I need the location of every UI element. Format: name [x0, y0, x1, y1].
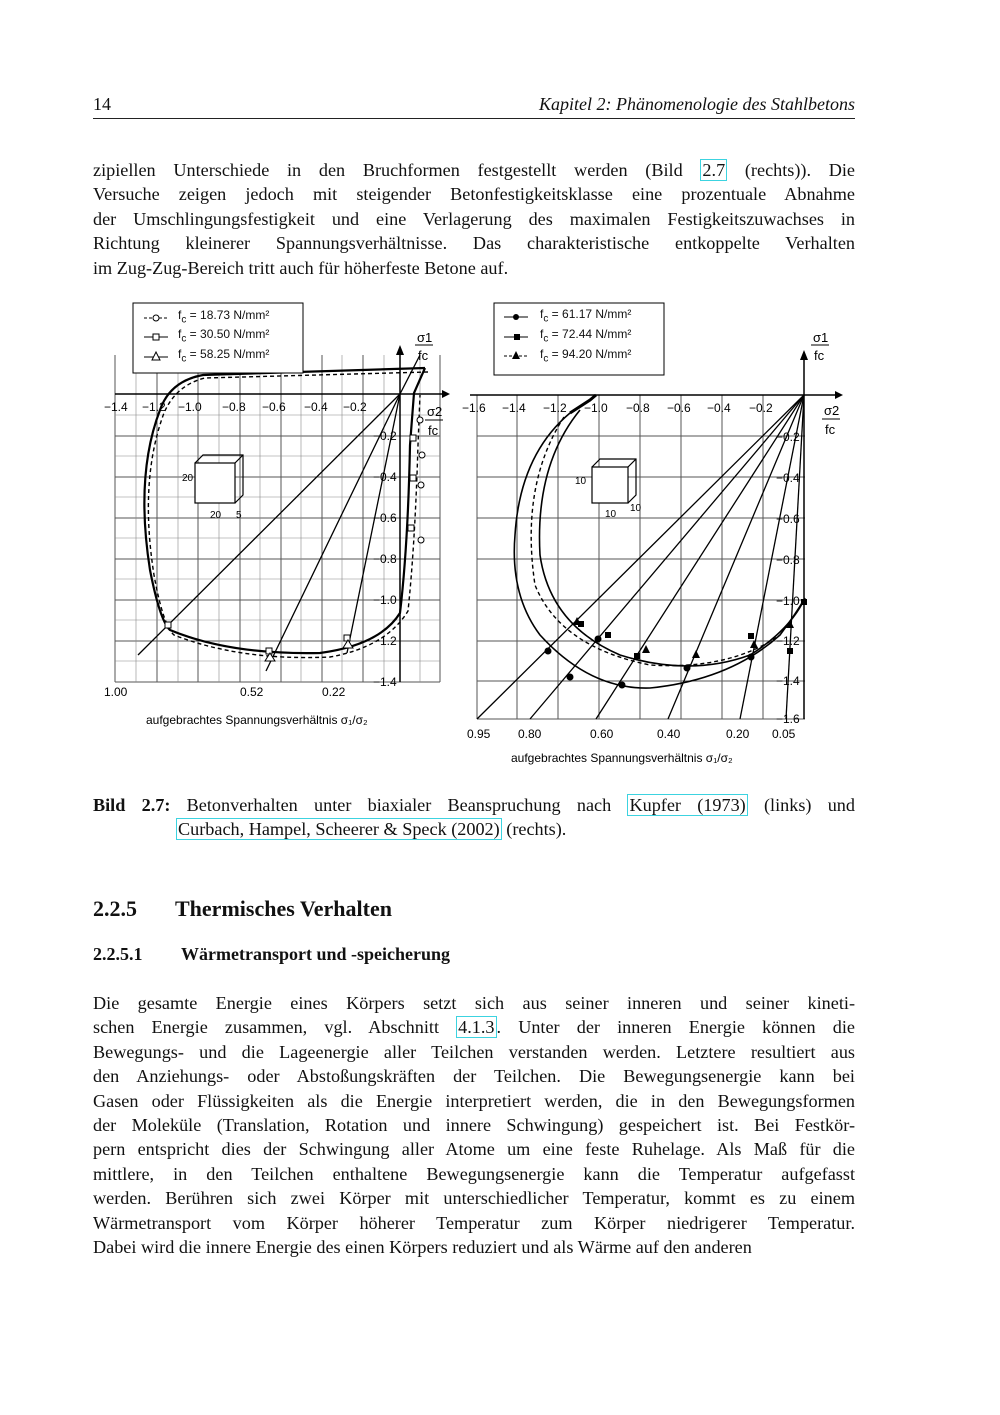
svg-text:−1.6: −1.6 [462, 401, 486, 415]
svg-text:−0.2: −0.2 [343, 400, 367, 414]
right-y-ticks [776, 430, 800, 726]
svg-text:σ2: σ2 [824, 403, 840, 418]
svg-text:−1.2: −1.2 [776, 634, 800, 648]
text-line: Bewegungs- und die Lageenergie aller Teilchen verstanden werden. Letztere resultiert aus [93, 1041, 855, 1062]
left-cube-dim-3: 5 [236, 510, 242, 521]
right-ratio-labels [467, 727, 796, 741]
svg-text:0.20: 0.20 [726, 727, 750, 741]
left-x-ticks [104, 400, 367, 414]
figure-ref-link[interactable]: 2.7 [702, 160, 726, 180]
svg-text:−1.0: −1.0 [178, 400, 202, 414]
text-line: schen Energie zusammen, vgl. Abschnitt 4.1.3 . Unter der inneren Energie können die [93, 1017, 856, 1038]
svg-text:−0.8: −0.8 [626, 401, 650, 415]
left-ratio-labels [104, 685, 346, 699]
left-legend [133, 303, 303, 373]
svg-text:σ1: σ1 [417, 330, 433, 345]
svg-text:fc: fc [428, 423, 439, 438]
caption-label: Bild 2.7: [93, 795, 171, 815]
left-legend-3: $f_c = 58.25$ N/mm² [178, 347, 270, 365]
right-legend [494, 303, 664, 375]
svg-text:0.52: 0.52 [240, 685, 264, 699]
page-header [93, 92, 855, 119]
subsection-heading: 2.2.5.1 Wärmetransport und -speicherung [93, 944, 450, 964]
svg-text:0.22: 0.22 [322, 685, 346, 699]
svg-text:−0.2: −0.2 [749, 401, 773, 415]
left-cube-dim-1: 20 [182, 473, 194, 484]
svg-text:fc: fc [825, 422, 836, 437]
left-chart [104, 303, 450, 727]
right-cube-dim-3: 10 [630, 503, 642, 514]
svg-text:−0.4: −0.4 [707, 401, 731, 415]
svg-text:−1.4: −1.4 [373, 675, 397, 689]
figure-caption: Bild 2.7: Betonverhalten unter biaxialer Beanspruchung nach Kupfer (1973) (links) und Curbach, Hampel, Scheerer & Speck (2002) (rechts). [93, 795, 855, 840]
right-cube-dim-1: 10 [575, 476, 587, 487]
right-x-axis-label: aufgebrachtes Spannungsverhältnis σ₁/σ₂ [511, 751, 733, 765]
svg-text:σ1: σ1 [813, 330, 829, 345]
citation-kupfer-link[interactable]: Kupfer (1973) [629, 795, 746, 815]
section-ref-link[interactable]: 4.1.3 [458, 1017, 495, 1038]
svg-text:−0.2: −0.2 [373, 429, 397, 443]
svg-text:−0.4: −0.4 [776, 471, 800, 485]
svg-text:−1.2: −1.2 [543, 401, 567, 415]
text-line: den Anziehungs- oder Abstoßungskräften der Teilchen. Die Bewegungsenergie kann bei [93, 1066, 855, 1087]
text-line: der Moleküle (Translation, Rotation und innere Schwingung) gespeichert ist. Bei Festkör- [93, 1114, 855, 1135]
left-legend-2: $f_c = 30.50$ N/mm² [178, 327, 270, 345]
svg-text:−1.6: −1.6 [776, 712, 800, 726]
svg-text:−1.4: −1.4 [502, 401, 526, 415]
svg-text:−1.0: −1.0 [584, 401, 608, 415]
text-line: Versuche zeigen jedoch mit steigender Betonfestigkeitsklasse eine prozentuale Abnahme [93, 184, 855, 205]
svg-text:−0.6: −0.6 [373, 511, 397, 525]
svg-text:0.60: 0.60 [590, 727, 614, 741]
page-number: 14 [93, 94, 111, 114]
svg-text:−0.6: −0.6 [776, 512, 800, 526]
text-line: pern entspricht dies der Schwingung aller Atome um eine feste Ruhelage. Als Maß für die [93, 1139, 855, 1160]
svg-text:−1.0: −1.0 [373, 593, 397, 607]
svg-text:0.80: 0.80 [518, 727, 542, 741]
biaxial-figure [90, 295, 850, 775]
svg-text:0.95: 0.95 [467, 727, 491, 741]
section-heading: 2.2.5 Thermisches Verhalten [93, 896, 392, 921]
svg-text:−0.6: −0.6 [667, 401, 691, 415]
svg-text:−1.0: −1.0 [776, 594, 800, 608]
text-line: im Zug-Zug-Bereich tritt auch für höherfeste Betone auf. [93, 257, 509, 278]
svg-text:−1.4: −1.4 [104, 400, 128, 414]
svg-text:0.40: 0.40 [657, 727, 681, 741]
left-cube-dim-2: 20 [210, 510, 222, 521]
svg-text:1.00: 1.00 [104, 685, 128, 699]
text-line: Wärmetransport vom Körper höherer Temperatur zum Körper niedrigerer Temperatur. [93, 1212, 855, 1233]
figure-2-7 [90, 295, 850, 779]
text-line: Dabei wird die innere Energie des einen Körpers reduziert und als Wärme auf den anderen [93, 1236, 752, 1257]
text-line: zipiellen Unterschiede in den Bruchformen festgestellt werden (Bild 2.7 (rechts)). Die [93, 160, 856, 180]
svg-text:−1.4: −1.4 [776, 674, 800, 688]
citation-curbach-link[interactable]: Curbach, Hampel, Scheerer & Speck (2002) [178, 819, 500, 840]
left-x-axis-label: aufgebrachtes Spannungsverhältnis σ₁/σ₂ [146, 713, 368, 727]
right-legend-3: $f_c = 94.20$ N/mm² [540, 347, 632, 365]
chapter-title: Kapitel 2: Phänomenologie des Stahlbetons [539, 94, 855, 114]
text-line: der Umschlingungsfestigkeit und eine Verlagerung des maximalen Festigkeitszuwachses in [93, 208, 855, 229]
right-legend-1: $f_c = 61.17$ N/mm² [540, 307, 632, 325]
text-line: Richtung kleinerer Spannungsverhältnisse. Das charakteristische entkoppelte Verhalten [93, 233, 855, 254]
right-envelope-2 [540, 410, 806, 666]
svg-text:−0.2: −0.2 [776, 430, 800, 444]
svg-text:−0.4: −0.4 [373, 470, 397, 484]
svg-text:−1.2: −1.2 [142, 400, 166, 414]
right-chart [462, 303, 843, 765]
right-sigma-labels [811, 330, 840, 437]
body-paragraph [93, 991, 855, 1259]
svg-text:−0.8: −0.8 [373, 552, 397, 566]
svg-text:−0.8: −0.8 [222, 400, 246, 414]
intro-paragraph [93, 158, 855, 280]
svg-text:fc: fc [418, 348, 429, 363]
left-legend-1: $f_c = 18.73$ N/mm² [178, 308, 270, 326]
svg-text:−0.6: −0.6 [262, 400, 286, 414]
svg-text:−0.4: −0.4 [304, 400, 328, 414]
text-line: Gasen oder Flüssigkeiten als die Energie interpretiert werden, die in den Bewegungsformen [93, 1090, 855, 1111]
text-line: Die gesamte Energie eines Körpers setzt sich aus seiner inneren und seiner kineti- [93, 993, 855, 1013]
svg-text:−0.8: −0.8 [776, 553, 800, 567]
svg-text:σ2: σ2 [427, 404, 443, 419]
svg-text:−1.2: −1.2 [373, 634, 397, 648]
right-x-ticks [462, 401, 773, 415]
svg-text:0.05: 0.05 [772, 727, 796, 741]
right-cube-dim-2: 10 [605, 509, 617, 520]
right-legend-2: $f_c = 72.44$ N/mm² [540, 327, 632, 345]
text-line: mittlere, in den Teilchen enthaltene Bewegungsenergie kann die Temperatur aufgefasst [93, 1163, 855, 1184]
text-line: werden. Berühren sich zwei Körper mit unterschiedlicher Temperatur, kommt es zu einem [93, 1188, 855, 1209]
svg-text:fc: fc [814, 348, 825, 363]
